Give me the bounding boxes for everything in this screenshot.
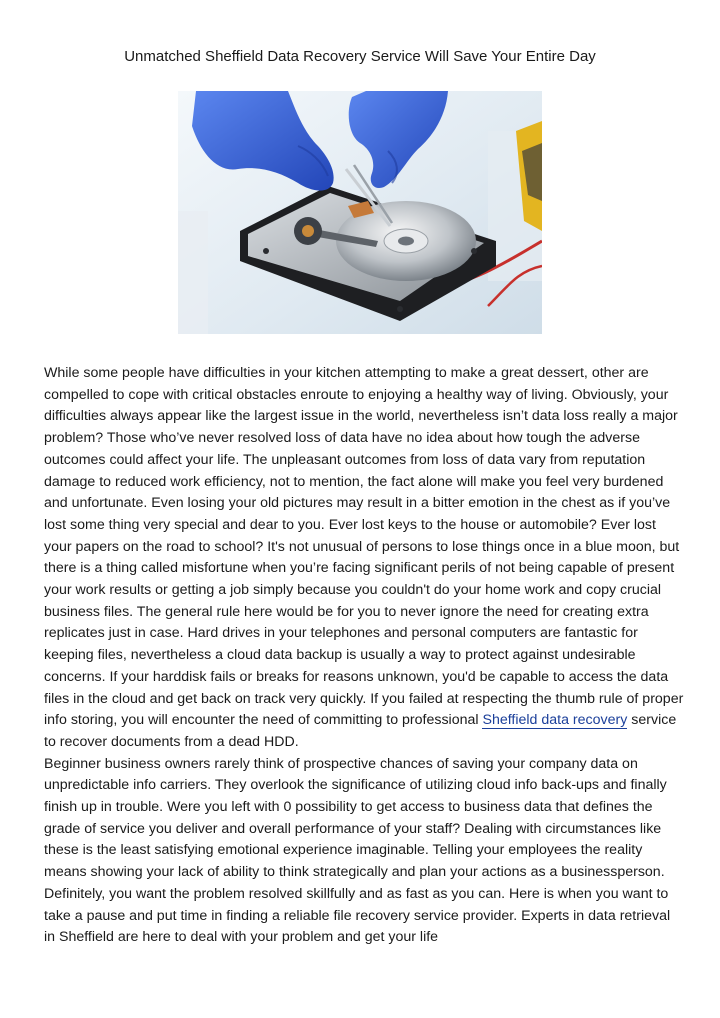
paragraph-2: Beginner business owners rarely think of prospective chances of saving your company data on unpredictable info carriers. They overlook the significance of utilizing cloud info back-ups and finally finish up in trouble. Were you left with 0 possibility to get access to business data that defines the grade of service you deliver and overall performance of your staff? Dealing with circumstances like these is the least satisfying emotional experience imaginable. Telling your employees the reality means showing your lack of ability to think strategically and plan your actions as a businessperson. Definitely, you want the problem resolved skillfully and as fast as you can. Here is when you want to take a pause and put time in finding a reliable file recovery service provider. Experts in data retrieval in Sheffield are here to deal with your problem and get your life <box>44 755 671 946</box>
paragraph-1 <box>44 363 684 754</box>
paragraph-1-text: While some people have difficulties in your kitchen attempting to make a great dessert, other are compelled to cope with critical obstacles enroute to enjoying a healthy way of living. Obviously, your difficulties always appear like the largest issue in the world, nevertheless isn’t data loss really a major problem? Those who’ve never resolved loss of data have no idea about how tough the adverse outcomes could affect your life. The unpleasant outcomes from loss of data vary from reputation damage to reduced work efficiency, not to mention, the fact alone will make you feel very burdened and unfortunate. Even losing your old pictures may result in a bitter emotion in the chest as if you’ve lost some thing very special and dear to you. Ever lost keys to the house or automobile? Ever lost your papers on the road to school? It's not unusual of persons to lose things once in a blue moon, but there is a thing called misfortune when you’re facing significant perils of not being capable of present your work results or getting a job simply because you couldn't do your home work and copy crucial business files. The general rule here would be for you to never ignore the need for creating extra replicates just in case. Hard drives in your telephones and personal computers are fantastic for keeping files, nevertheless a cloud data backup is usually a way to protect against undesirable concerns. If your harddisk fails or breaks for reasons unknown, you'd be capable to access the data files in the cloud and get back on track very quickly. If you failed at respecting the thumb rule of proper info storing, you will encounter the need of committing to professional <box>44 365 684 729</box>
sheffield-data-recovery-link[interactable]: Sheffield data recovery <box>482 712 628 729</box>
hard-drive-repair-photo <box>178 91 542 334</box>
hard-drive-illustration <box>178 91 542 334</box>
paragraph-1-tail: service to recover documents from a dead HDD. <box>44 712 677 750</box>
article-body <box>44 363 684 949</box>
page-title: Unmatched Sheffield Data Recovery Service Will Save Your Entire Day <box>124 48 596 65</box>
